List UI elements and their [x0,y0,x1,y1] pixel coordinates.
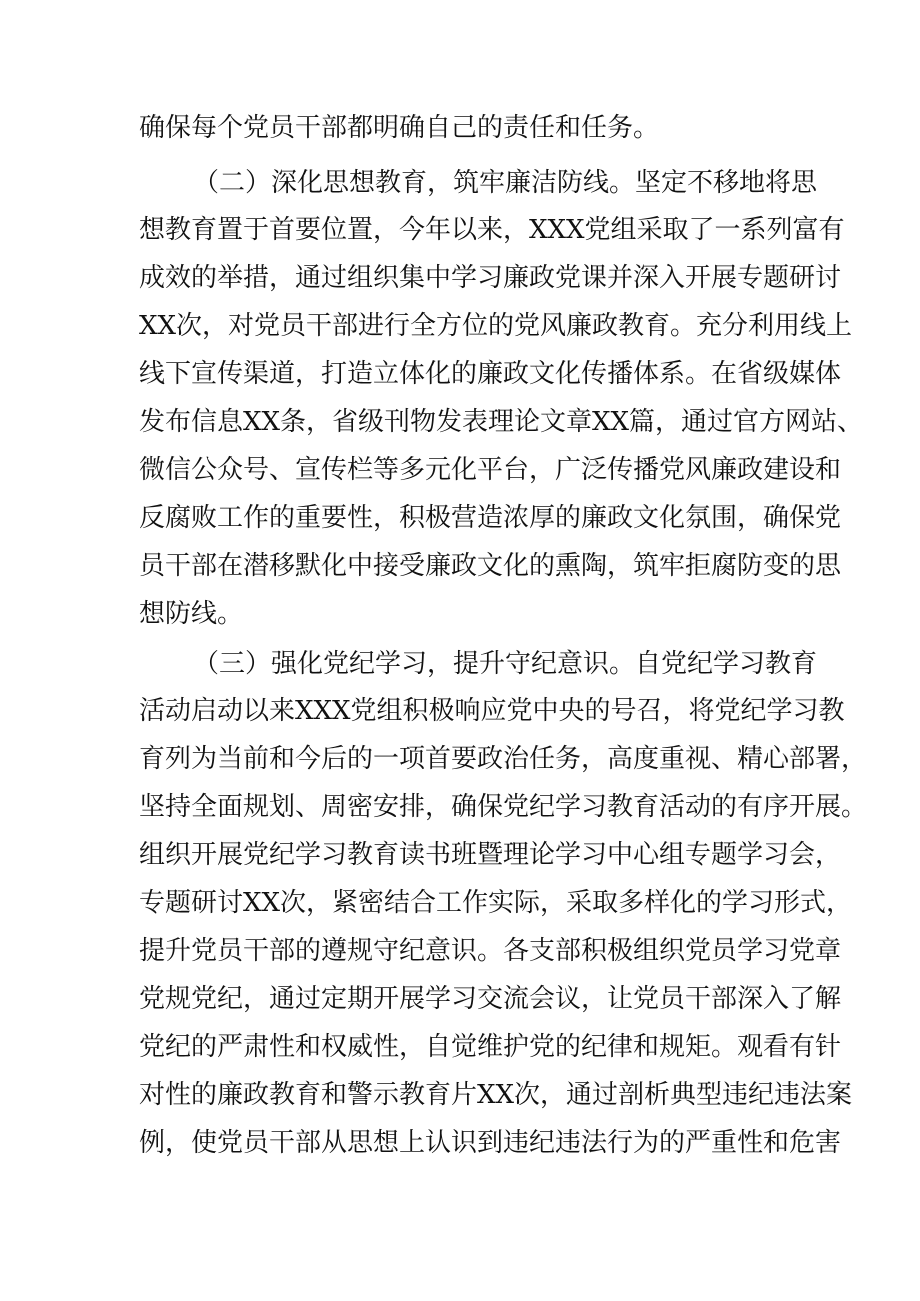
text-line: 提升党员干部的遵规守纪意识。各支部积极组织党员学习党章 [139,936,842,966]
text-line: 对性的廉政教育和警示教育片XX次，通过剖析典型违纪违法案 [139,1080,853,1110]
text-line: 党纪的严肃性和权威性，自觉维护党的纪律和规矩。观看有针 [139,1032,842,1062]
text-line: 活动启动以来XXX党组积极响应党中央的号召，将党纪学习教 [139,696,845,726]
section-3-heading-line: （三）强化党纪学习，提升守纪意识。自党纪学习教育 [193,649,818,679]
text-line: 例，使党员干部从思想上认识到违纪违法行为的严重性和危害 [139,1128,842,1158]
text-line: 微信公众号、宣传栏等多元化平台，广泛传播党风廉政建设和 [139,455,842,485]
text-line: 想教育置于首要位置，今年以来，XXX党组采取了一系列富有 [139,215,845,245]
text-line: 组织开展党纪学习教育读书班暨理论学习中心组专题学习会， [139,840,842,870]
text-line: 发布信息XX条，省级刊物发表理论文章XX篇，通过官方网站、 [139,407,864,437]
text-line: 专题研讨XX次，紧密结合工作实际，采取多样化的学习形式， [139,888,853,918]
text-line: 线下宣传渠道，打造立体化的廉政文化传播体系。在省级媒体 [139,359,842,389]
text-line: 成效的举措，通过组织集中学习廉政党课并深入开展专题研讨 [139,263,842,293]
text-line: 育列为当前和今后的一项首要政治任务，高度重视、精心部署， [139,744,868,774]
text-line: XX次，对党员干部进行全方位的党风廉政教育。充分利用线上 [139,311,853,341]
text-line: 确保每个党员干部都明确自己的责任和任务。 [139,113,660,143]
section-2-heading-line: （二）深化思想教育，筑牢廉洁防线。坚定不移地将思 [193,168,818,198]
text-line: 反腐败工作的重要性，积极营造浓厚的廉政文化氛围，确保党 [139,503,842,533]
text-line: 党规党纪，通过定期开展学习交流会议，让党员干部深入了解 [139,984,842,1014]
text-line: 想防线。 [139,599,244,629]
text-line: 坚持全面规划、周密安排，确保党纪学习教育活动的有序开展。 [139,792,868,822]
text-line: 员干部在潜移默化中接受廉政文化的熏陶，筑牢拒腐防变的思 [139,551,842,581]
